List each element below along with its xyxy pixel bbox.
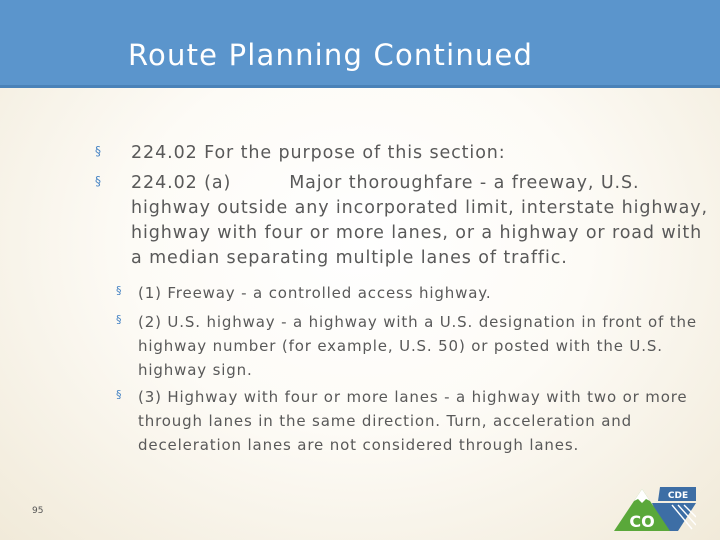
logo-main-text: CO [629, 512, 655, 531]
bullet-marker: § [95, 144, 101, 158]
bullet-item-text: Major thoroughfare - a freeway, U.S. highway outside any incorporated limit, interstate highway, highway with four or more lanes, or a highway or road with a median separating multiple lanes of traffic. [131, 173, 708, 268]
bullet-item: 224.02 For the purpose of this section: [131, 143, 506, 163]
bullet-marker: § [95, 174, 101, 188]
slide-number: 95 [32, 506, 44, 516]
sub-bullet-item: (2) U.S. highway - a highway with a U.S. designation in front of the highway number (for example, U.S. 50) or posted with the U.S. highway sign. [138, 313, 697, 379]
logo-top-text: CDE [667, 491, 689, 501]
sub-bullet-item: (1) Freeway - a controlled access highway. [138, 284, 492, 302]
bullet-item-prefix: 224.02 (a) [131, 173, 232, 193]
sub-bullet-marker: § [116, 313, 122, 326]
bullet-item [131, 171, 716, 271]
cde-logo [612, 485, 696, 531]
slide-title: Route Planning Continued [128, 38, 534, 72]
sub-bullet-marker: § [116, 284, 122, 297]
sub-bullet-marker: § [116, 388, 122, 401]
sub-bullet-item: (3) Highway with four or more lanes - a highway with two or more through lanes in the same direction. Turn, acceleration and deceleration lanes are not considered through lanes. [138, 388, 688, 454]
